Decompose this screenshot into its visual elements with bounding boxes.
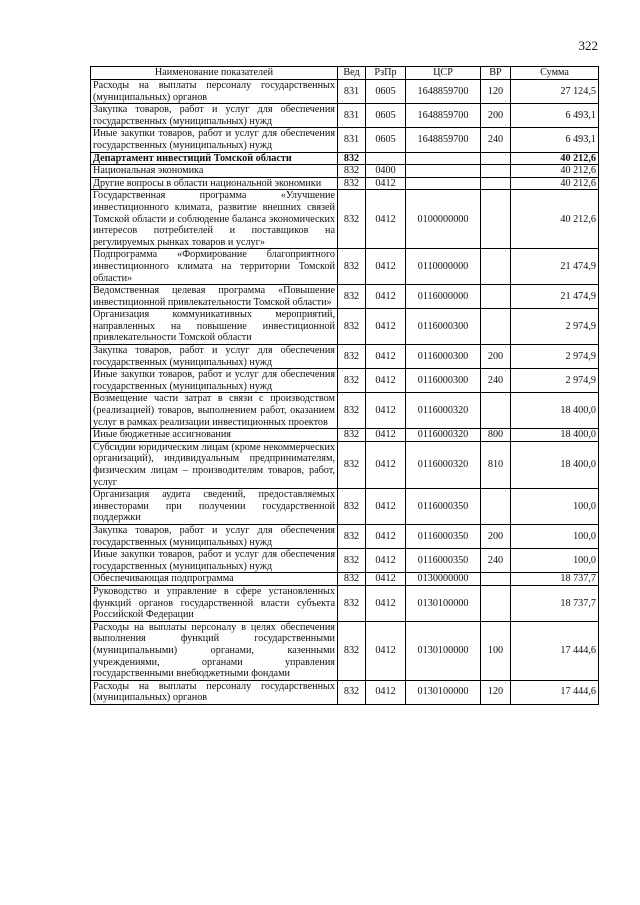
cell-ved: 832 xyxy=(338,549,366,573)
cell-name: Расходы на выплаты персоналу государственных (муниципальных) органов xyxy=(91,680,338,704)
cell-vr xyxy=(481,177,511,190)
cell-csr: 0116000300 xyxy=(406,309,481,345)
table-row xyxy=(91,680,599,704)
cell-rzpr: 0412 xyxy=(366,309,406,345)
cell-sum: 18 400,0 xyxy=(511,441,599,488)
cell-vr: 800 xyxy=(481,429,511,442)
cell-csr xyxy=(406,152,481,165)
cell-ved: 832 xyxy=(338,190,366,249)
budget-table xyxy=(90,66,599,705)
cell-rzpr: 0412 xyxy=(366,249,406,285)
table-row xyxy=(91,441,599,488)
cell-csr: 1648859700 xyxy=(406,80,481,104)
cell-csr: 0116000000 xyxy=(406,285,481,309)
cell-name: Ведомственная целевая программа «Повышение инвестиционной привлекательности Томской области» xyxy=(91,285,338,309)
table-row xyxy=(91,309,599,345)
cell-csr: 0116000320 xyxy=(406,393,481,429)
cell-vr: 810 xyxy=(481,441,511,488)
table-row xyxy=(91,152,599,165)
cell-rzpr: 0605 xyxy=(366,80,406,104)
cell-vr xyxy=(481,152,511,165)
table-row xyxy=(91,285,599,309)
cell-name: Подпрограмма «Формирование благоприятного инвестиционного климата на территории Томской области» xyxy=(91,249,338,285)
cell-rzpr: 0412 xyxy=(366,393,406,429)
table-row xyxy=(91,369,599,393)
table-row xyxy=(91,165,599,178)
cell-name: Закупка товаров, работ и услуг для обеспечения государственных (муниципальных) нужд xyxy=(91,104,338,128)
cell-vr xyxy=(481,393,511,429)
table-row xyxy=(91,429,599,442)
table-row xyxy=(91,249,599,285)
cell-sum: 17 444,6 xyxy=(511,621,599,680)
table-row xyxy=(91,585,599,621)
cell-rzpr: 0412 xyxy=(366,549,406,573)
table-row xyxy=(91,128,599,152)
table-row xyxy=(91,621,599,680)
table-row xyxy=(91,489,599,525)
cell-name: Государственная программа «Улучшение инвестиционного климата, развитие внешних связей Томской области и соблюдение баланса экономических интересов потребителей и поставщиков на регулируемых рынках товаров и услуг» xyxy=(91,190,338,249)
cell-sum: 2 974,9 xyxy=(511,309,599,345)
cell-ved: 831 xyxy=(338,128,366,152)
cell-ved: 832 xyxy=(338,345,366,369)
cell-sum: 2 974,9 xyxy=(511,345,599,369)
cell-ved: 832 xyxy=(338,152,366,165)
cell-name: Обеспечивающая подпрограмма xyxy=(91,573,338,586)
cell-csr: 0110000000 xyxy=(406,249,481,285)
cell-name: Иные закупки товаров, работ и услуг для обеспечения государственных (муниципальных) нужд xyxy=(91,369,338,393)
cell-ved: 832 xyxy=(338,369,366,393)
cell-ved: 832 xyxy=(338,621,366,680)
cell-sum: 40 212,6 xyxy=(511,190,599,249)
cell-rzpr: 0412 xyxy=(366,621,406,680)
cell-rzpr xyxy=(366,152,406,165)
cell-vr xyxy=(481,489,511,525)
cell-sum: 21 474,9 xyxy=(511,285,599,309)
cell-sum: 18 400,0 xyxy=(511,429,599,442)
cell-name: Другие вопросы в области национальной экономики xyxy=(91,177,338,190)
cell-rzpr: 0412 xyxy=(366,369,406,393)
cell-rzpr: 0412 xyxy=(366,177,406,190)
cell-vr xyxy=(481,285,511,309)
header-csr: ЦСР xyxy=(406,67,481,80)
cell-sum: 40 212,6 xyxy=(511,152,599,165)
cell-vr: 120 xyxy=(481,680,511,704)
cell-ved: 832 xyxy=(338,165,366,178)
cell-ved: 831 xyxy=(338,104,366,128)
cell-name: Национальная экономика xyxy=(91,165,338,178)
cell-csr: 0130100000 xyxy=(406,680,481,704)
cell-ved: 832 xyxy=(338,441,366,488)
cell-name: Возмещение части затрат в связи с производством (реализацией) товаров, выполнением работ, оказанием услуг в рамках реализации инвестиционных проектов xyxy=(91,393,338,429)
cell-name: Закупка товаров, работ и услуг для обеспечения государственных (муниципальных) нужд xyxy=(91,524,338,548)
cell-vr: 240 xyxy=(481,128,511,152)
cell-sum: 18 737,7 xyxy=(511,573,599,586)
cell-rzpr: 0412 xyxy=(366,345,406,369)
cell-vr: 200 xyxy=(481,104,511,128)
header-rzpr: РзПр xyxy=(366,67,406,80)
cell-ved: 832 xyxy=(338,249,366,285)
cell-ved: 832 xyxy=(338,177,366,190)
cell-vr: 200 xyxy=(481,345,511,369)
cell-ved: 832 xyxy=(338,585,366,621)
cell-csr: 0130100000 xyxy=(406,585,481,621)
cell-ved: 832 xyxy=(338,489,366,525)
cell-vr: 200 xyxy=(481,524,511,548)
cell-name: Иные закупки товаров, работ и услуг для обеспечения государственных (муниципальных) нужд xyxy=(91,128,338,152)
cell-csr: 0130100000 xyxy=(406,621,481,680)
table-row xyxy=(91,80,599,104)
cell-name: Руководство и управление в сфере установленных функций органов государственной власти субъекта Российской Федерации xyxy=(91,585,338,621)
cell-rzpr: 0412 xyxy=(366,524,406,548)
table-row xyxy=(91,190,599,249)
header-name: Наименование показателей xyxy=(91,67,338,80)
cell-ved: 831 xyxy=(338,80,366,104)
cell-csr xyxy=(406,165,481,178)
cell-ved: 832 xyxy=(338,393,366,429)
cell-name: Организация аудита сведений, предоставляемых инвесторами при получении государственной поддержки xyxy=(91,489,338,525)
cell-ved: 832 xyxy=(338,285,366,309)
cell-ved: 832 xyxy=(338,680,366,704)
header-ved: Вед xyxy=(338,67,366,80)
cell-rzpr: 0412 xyxy=(366,489,406,525)
cell-rzpr: 0412 xyxy=(366,429,406,442)
table-row xyxy=(91,549,599,573)
cell-csr: 0116000350 xyxy=(406,489,481,525)
cell-vr: 120 xyxy=(481,80,511,104)
cell-sum: 17 444,6 xyxy=(511,680,599,704)
cell-ved: 832 xyxy=(338,309,366,345)
cell-vr xyxy=(481,165,511,178)
cell-name: Организация коммуникативных мероприятий, направленных на повышение инвестиционной привлекательности Томской области xyxy=(91,309,338,345)
header-vr: ВР xyxy=(481,67,511,80)
cell-name: Субсидии юридическим лицам (кроме некоммерческих организаций), индивидуальным предпринимателям, физическим лицам – производителям товаров, работ, услуг xyxy=(91,441,338,488)
cell-sum: 100,0 xyxy=(511,524,599,548)
cell-csr: 0116000300 xyxy=(406,345,481,369)
cell-sum: 2 974,9 xyxy=(511,369,599,393)
cell-ved: 832 xyxy=(338,429,366,442)
cell-csr: 0130000000 xyxy=(406,573,481,586)
cell-csr: 0116000300 xyxy=(406,369,481,393)
cell-rzpr: 0605 xyxy=(366,128,406,152)
cell-sum: 6 493,1 xyxy=(511,104,599,128)
cell-rzpr: 0412 xyxy=(366,441,406,488)
cell-rzpr: 0412 xyxy=(366,190,406,249)
cell-csr: 1648859700 xyxy=(406,104,481,128)
table-row xyxy=(91,177,599,190)
cell-sum: 100,0 xyxy=(511,489,599,525)
cell-name: Расходы на выплаты персоналу в целях обеспечения выполнения функций государственными (муниципальными) органами, казенными учреждениями, органами управления государственными внебюджетными фондами xyxy=(91,621,338,680)
cell-ved: 832 xyxy=(338,524,366,548)
cell-sum: 21 474,9 xyxy=(511,249,599,285)
cell-vr: 100 xyxy=(481,621,511,680)
cell-name: Расходы на выплаты персоналу государственных (муниципальных) органов xyxy=(91,80,338,104)
cell-rzpr: 0400 xyxy=(366,165,406,178)
table-row xyxy=(91,104,599,128)
cell-vr: 240 xyxy=(481,549,511,573)
cell-sum: 18 737,7 xyxy=(511,585,599,621)
cell-vr xyxy=(481,573,511,586)
cell-rzpr: 0412 xyxy=(366,680,406,704)
cell-csr: 0116000350 xyxy=(406,549,481,573)
cell-sum: 40 212,6 xyxy=(511,177,599,190)
cell-vr xyxy=(481,249,511,285)
table-body xyxy=(91,80,599,705)
table-row xyxy=(91,524,599,548)
cell-csr: 0116000320 xyxy=(406,429,481,442)
cell-csr: 1648859700 xyxy=(406,128,481,152)
cell-vr xyxy=(481,190,511,249)
cell-name: Департамент инвестиций Томской области xyxy=(91,152,338,165)
cell-sum: 100,0 xyxy=(511,549,599,573)
cell-rzpr: 0412 xyxy=(366,285,406,309)
table-header-row xyxy=(91,67,599,80)
header-sum: Сумма xyxy=(511,67,599,80)
cell-sum: 6 493,1 xyxy=(511,128,599,152)
cell-rzpr: 0412 xyxy=(366,585,406,621)
cell-csr xyxy=(406,177,481,190)
page-number: 322 xyxy=(578,38,598,53)
cell-csr: 0116000350 xyxy=(406,524,481,548)
cell-name: Закупка товаров, работ и услуг для обеспечения государственных (муниципальных) нужд xyxy=(91,345,338,369)
cell-rzpr: 0605 xyxy=(366,104,406,128)
cell-rzpr: 0412 xyxy=(366,573,406,586)
cell-sum: 40 212,6 xyxy=(511,165,599,178)
cell-name: Иные бюджетные ассигнования xyxy=(91,429,338,442)
cell-sum: 18 400,0 xyxy=(511,393,599,429)
cell-ved: 832 xyxy=(338,573,366,586)
cell-name: Иные закупки товаров, работ и услуг для обеспечения государственных (муниципальных) нужд xyxy=(91,549,338,573)
cell-csr: 0100000000 xyxy=(406,190,481,249)
cell-csr: 0116000320 xyxy=(406,441,481,488)
cell-vr xyxy=(481,309,511,345)
cell-vr xyxy=(481,585,511,621)
table-row xyxy=(91,573,599,586)
table-row xyxy=(91,345,599,369)
table-row xyxy=(91,393,599,429)
cell-vr: 240 xyxy=(481,369,511,393)
cell-sum: 27 124,5 xyxy=(511,80,599,104)
